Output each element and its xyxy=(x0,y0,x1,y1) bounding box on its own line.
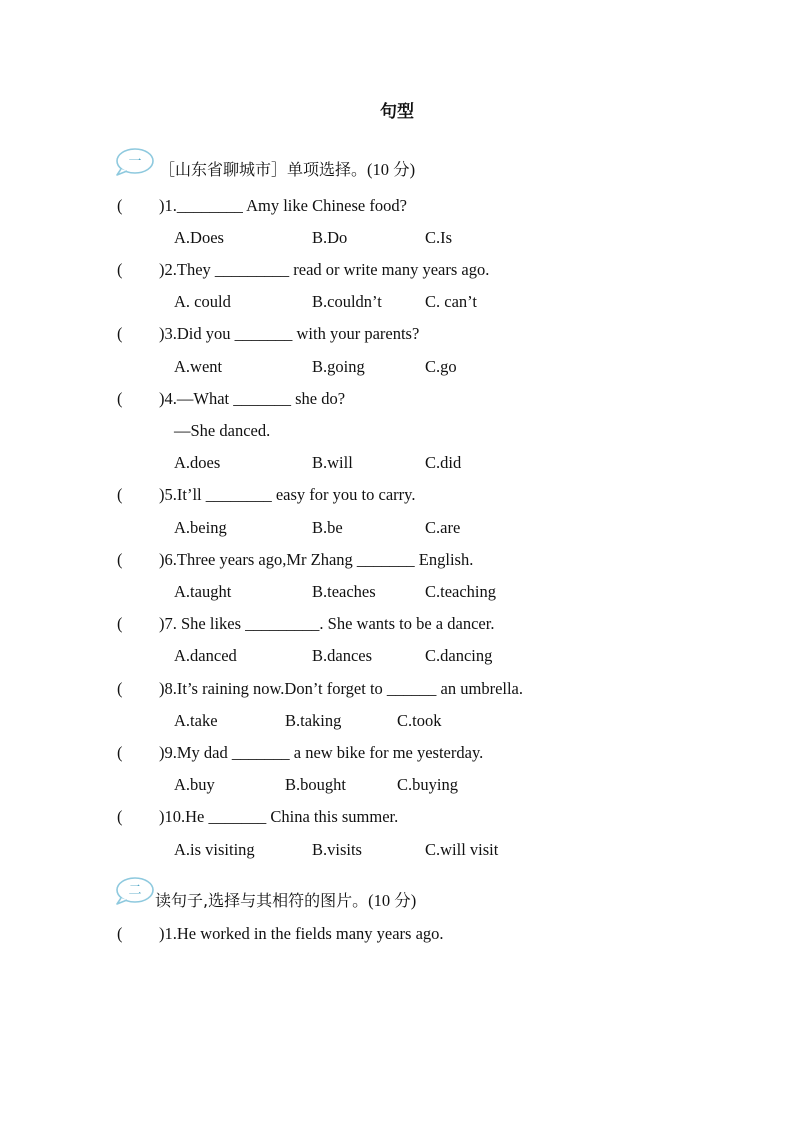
question-stem: )9.My dad _______ a new bike for me yesterday. xyxy=(159,743,484,762)
section-badge-icon xyxy=(115,146,155,176)
question-stem: )10.He _______ China this summer. xyxy=(159,807,399,826)
option-b: B.going xyxy=(312,357,365,376)
option-b: B.Do xyxy=(312,228,348,247)
option-b: B.bought xyxy=(285,775,346,794)
option-c: C.go xyxy=(425,357,457,376)
option-c: C.took xyxy=(397,711,442,730)
answer-blank[interactable]: ( xyxy=(117,389,123,408)
section-heading-label: ［山东省聊城市］单项选择。 xyxy=(159,160,368,179)
answer-blank[interactable]: ( xyxy=(117,324,123,343)
answer-blank[interactable]: ( xyxy=(117,807,123,826)
question-stem: )3.Did you _______ with your parents? xyxy=(159,324,420,343)
option-a: A.being xyxy=(174,518,227,537)
question-stem: )7. She likes _________. She wants to be a dancer. xyxy=(159,614,495,633)
option-a: A.buy xyxy=(174,775,215,794)
option-b: B.will xyxy=(312,453,353,472)
option-a: A.is visiting xyxy=(174,840,255,859)
section-heading-2 xyxy=(115,875,515,910)
answer-blank[interactable]: ( xyxy=(117,196,123,215)
option-c: C. can’t xyxy=(425,292,477,311)
svg-text:一: 一 xyxy=(128,154,142,169)
option-b: B.be xyxy=(312,518,343,537)
question-4-dialogue: —She danced. xyxy=(174,421,271,440)
question-stem: )2.They _________ read or write many years ago. xyxy=(159,260,490,279)
option-a: A.went xyxy=(174,357,223,376)
question-stem: )1.He worked in the fields many years ago. xyxy=(159,924,444,943)
svg-text:二: 二 xyxy=(128,883,142,898)
section-heading-1 xyxy=(115,146,515,178)
answer-blank[interactable]: ( xyxy=(117,485,123,504)
option-c: C.will visit xyxy=(425,840,499,859)
question-stem: )5.It’ll ________ easy for you to carry. xyxy=(159,485,416,504)
section-heading-label: 读句子,选择与其相符的图片。 xyxy=(155,891,369,910)
answer-blank[interactable]: ( xyxy=(117,614,123,633)
answer-blank[interactable]: ( xyxy=(117,924,123,943)
option-a: A.Does xyxy=(174,228,224,247)
section-points: (10 分) xyxy=(368,891,417,910)
option-c: C.teaching xyxy=(425,582,497,601)
section-heading-text xyxy=(159,156,415,180)
question-stem: )1.________ Amy like Chinese food? xyxy=(159,196,407,215)
answer-blank[interactable]: ( xyxy=(117,679,123,698)
option-b: B.dances xyxy=(312,646,373,665)
question-stem: )6.Three years ago,Mr Zhang _______ English. xyxy=(159,550,474,569)
section-points: (10 分) xyxy=(367,160,416,179)
option-a: A. could xyxy=(174,292,231,311)
option-c: C.Is xyxy=(425,228,453,247)
question-stem: )8.It’s raining now.Don’t forget to ______ an umbrella. xyxy=(159,679,524,698)
option-b: B.taking xyxy=(285,711,342,730)
section-badge-icon xyxy=(115,875,155,905)
option-b: B.teaches xyxy=(312,582,376,601)
option-b: B.visits xyxy=(312,840,362,859)
option-a: A.danced xyxy=(174,646,237,665)
page-title: 句型 xyxy=(380,102,414,122)
option-c: C.dancing xyxy=(425,646,493,665)
option-c: C.are xyxy=(425,518,461,537)
option-a: A.does xyxy=(174,453,221,472)
option-c: C.did xyxy=(425,453,462,472)
option-b: B.couldn’t xyxy=(312,292,382,311)
question-stem: )4.—What _______ she do? xyxy=(159,389,346,408)
option-a: A.take xyxy=(174,711,218,730)
answer-blank[interactable]: ( xyxy=(117,550,123,569)
option-a: A.taught xyxy=(174,582,232,601)
answer-blank[interactable]: ( xyxy=(117,743,123,762)
option-c: C.buying xyxy=(397,775,458,794)
section-heading-text xyxy=(155,887,416,911)
answer-blank[interactable]: ( xyxy=(117,260,123,279)
